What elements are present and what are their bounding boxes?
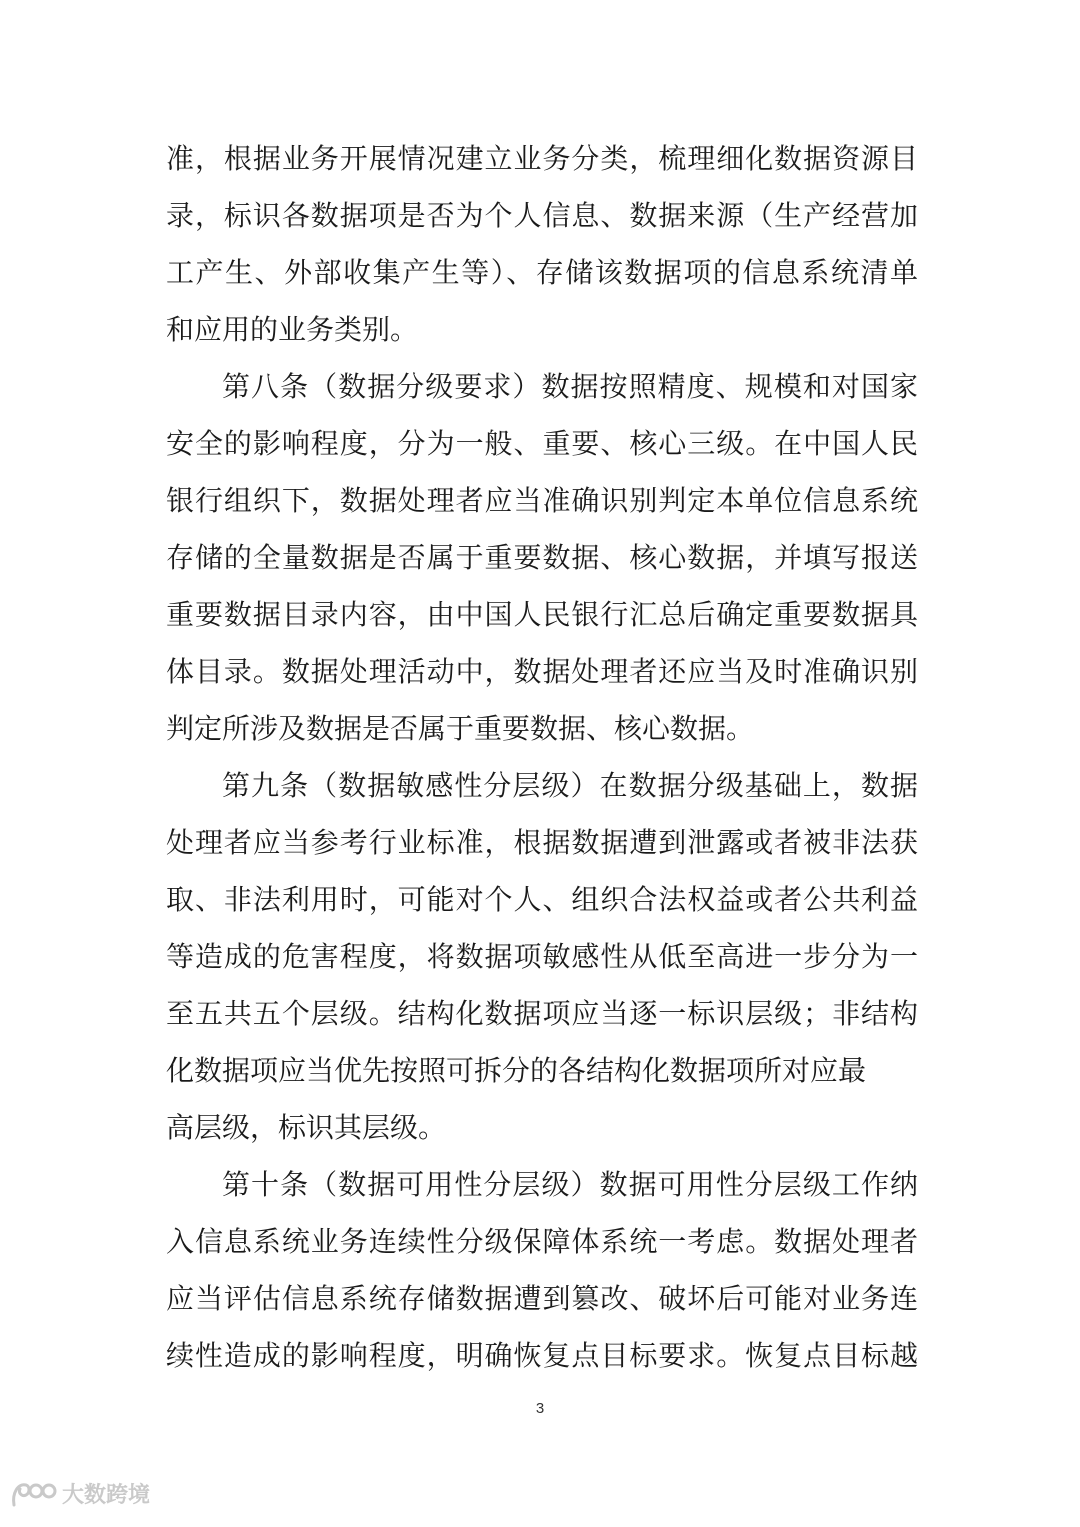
text-line: 重要数据目录内容，由中国人民银行汇总后确定重要数据具: [166, 598, 918, 631]
text-line: 应当评估信息系统存储数据遭到篡改、破坏后可能对业务连: [166, 1282, 918, 1315]
text-line: 准，根据业务开展情况建立业务分类，梳理细化数据资源目: [166, 142, 918, 175]
watermark: [10, 1478, 150, 1509]
body-text: [166, 130, 918, 1384]
text-line: 和应用的业务类别。: [166, 313, 419, 346]
text-line: 等造成的危害程度，将数据项敏感性从低至高进一步分为一: [166, 940, 918, 973]
text-line: 判定所涉及数据是否属于重要数据、核心数据。: [166, 712, 755, 745]
text-line: 体目录。数据处理活动中，数据处理者还应当及时准确识别: [166, 655, 918, 688]
brand-logo-icon: [10, 1479, 58, 1509]
text-line: 银行组织下，数据处理者应当准确识别判定本单位信息系统: [166, 484, 918, 517]
watermark-text: 大数跨境: [62, 1483, 151, 1508]
text-line: 第九条（数据敏感性分层级）在数据分级基础上，数据: [222, 769, 918, 802]
text-line: 高层级，标识其层级。: [166, 1111, 447, 1144]
page-number: 3: [535, 1400, 545, 1417]
paragraph-continuation: [166, 130, 918, 358]
text-line: 录，标识各数据项是否为个人信息、数据来源（生产经营加: [166, 199, 918, 232]
text-line: 安全的影响程度，分为一般、重要、核心三级。在中国人民: [166, 427, 918, 460]
text-line: 存储的全量数据是否属于重要数据、核心数据，并填写报送: [166, 541, 918, 574]
article-10: [166, 1156, 918, 1384]
article-8: [166, 358, 918, 757]
text-line: 入信息系统业务连续性分级保障体系统一考虑。数据处理者: [166, 1225, 918, 1258]
text-line: 续性造成的影响程度，明确恢复点目标要求。恢复点目标越: [166, 1339, 918, 1372]
text-line: 处理者应当参考行业标准，根据数据遭到泄露或者被非法获: [166, 826, 918, 859]
text-line: 工产生、外部收集产生等）、存储该数据项的信息系统清单: [166, 256, 918, 289]
text-line: 第十条（数据可用性分层级）数据可用性分层级工作纳: [222, 1168, 918, 1201]
text-line: 第八条（数据分级要求）数据按照精度、规模和对国家: [222, 370, 918, 403]
text-line: 化数据项应当优先按照可拆分的各结构化数据项所对应最: [166, 1054, 867, 1087]
article-9: [166, 757, 918, 1156]
text-line: 取、非法利用时，可能对个人、组织合法权益或者公共利益: [166, 883, 918, 916]
text-line: 至五共五个层级。结构化数据项应当逐一标识层级；非结构: [166, 997, 918, 1030]
